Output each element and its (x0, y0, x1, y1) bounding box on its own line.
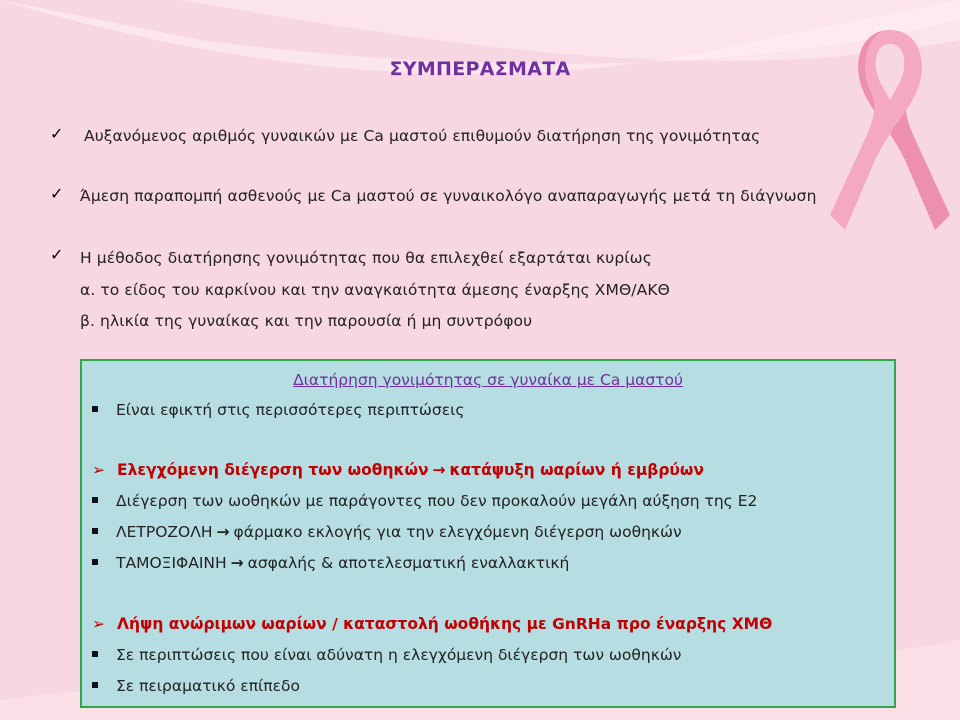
conclusion-point-1: Αυξανόμενος αριθμός γυναικών με Ca μαστού επιθυμούν διατήρηση της γονιμότητας (84, 127, 761, 145)
arrow-right-icon: → (216, 523, 230, 541)
list-item: Σε περιπτώσεις που είναι αδύνατη η ελεγχόμενη διέγερση των ωοθηκών (92, 646, 681, 664)
arrow-right-icon: → (432, 461, 446, 479)
fertility-preservation-box (80, 359, 896, 708)
pink-ribbon-icon (820, 10, 960, 250)
conclusion-point-2: Άμεση παραπομπή ασθενούς με Ca μαστού σε γυναικολόγο αναπαραγωγής μετά τη διάγνωση (80, 187, 817, 205)
list-item: ΛΕΤΡΟΖΟΛΗ → φάρμακο εκλογής για την ελεγχόμενη διέγερση ωοθηκών (92, 523, 682, 541)
arrow-right-icon: → (230, 554, 244, 572)
square-bullet-icon (92, 651, 98, 657)
square-bullet-icon (92, 406, 98, 412)
square-bullet-icon (92, 559, 98, 565)
list-item: Είναι εφικτή στις περισσότερες περιπτώσεις (92, 401, 464, 419)
box-title: Διατήρηση γονιμότητας σε γυναίκα με Ca μαστού (293, 371, 683, 389)
arrow-bullet-icon: ➢ (92, 615, 105, 633)
list-item: Σε πειραματικό επίπεδο (92, 677, 300, 695)
sub-point-a: α. το είδος του καρκίνου και την αναγκαιότητα άμεσης έναρξης ΧΜΘ/ΑΚΘ (80, 281, 670, 299)
list-item: ΤΑΜΟΞΙΦΑΙΝΗ → ασφαλής & αποτελεσματική εναλλακτική (92, 554, 569, 572)
check-icon: ✓ (50, 184, 64, 203)
list-item: Διέγερση των ωοθηκών με παράγοντες που δεν προκαλούν μεγάλη αύξηση της Ε2 (92, 492, 757, 510)
sub-point-b: β. ηλικία της γυναίκας και την παρουσία ή μη συντρόφου (80, 312, 533, 330)
arrow-bullet-icon: ➢ (92, 461, 105, 479)
check-icon: ✓ (50, 124, 64, 143)
heading-controlled-stimulation: ➢ Ελεγχόμενη διέγερση των ωοθηκών → κατάψυξη ωαρίων ή εμβρύων (92, 461, 704, 479)
square-bullet-icon (92, 497, 98, 503)
square-bullet-icon (92, 528, 98, 534)
heading-immature-oocytes: ➢ Λήψη ανώριμων ωαρίων / καταστολή ωοθήκης με GnRHa προ έναρξης ΧΜΘ (92, 615, 773, 633)
square-bullet-icon (92, 682, 98, 688)
check-icon: ✓ (50, 245, 64, 264)
page-title: ΣΥΜΠΕΡΑΣΜΑΤΑ (389, 58, 571, 80)
conclusion-point-3: Η μέθοδος διατήρησης γονιμότητας που θα επιλεχθεί εξαρτάται κυρίως (80, 249, 652, 267)
